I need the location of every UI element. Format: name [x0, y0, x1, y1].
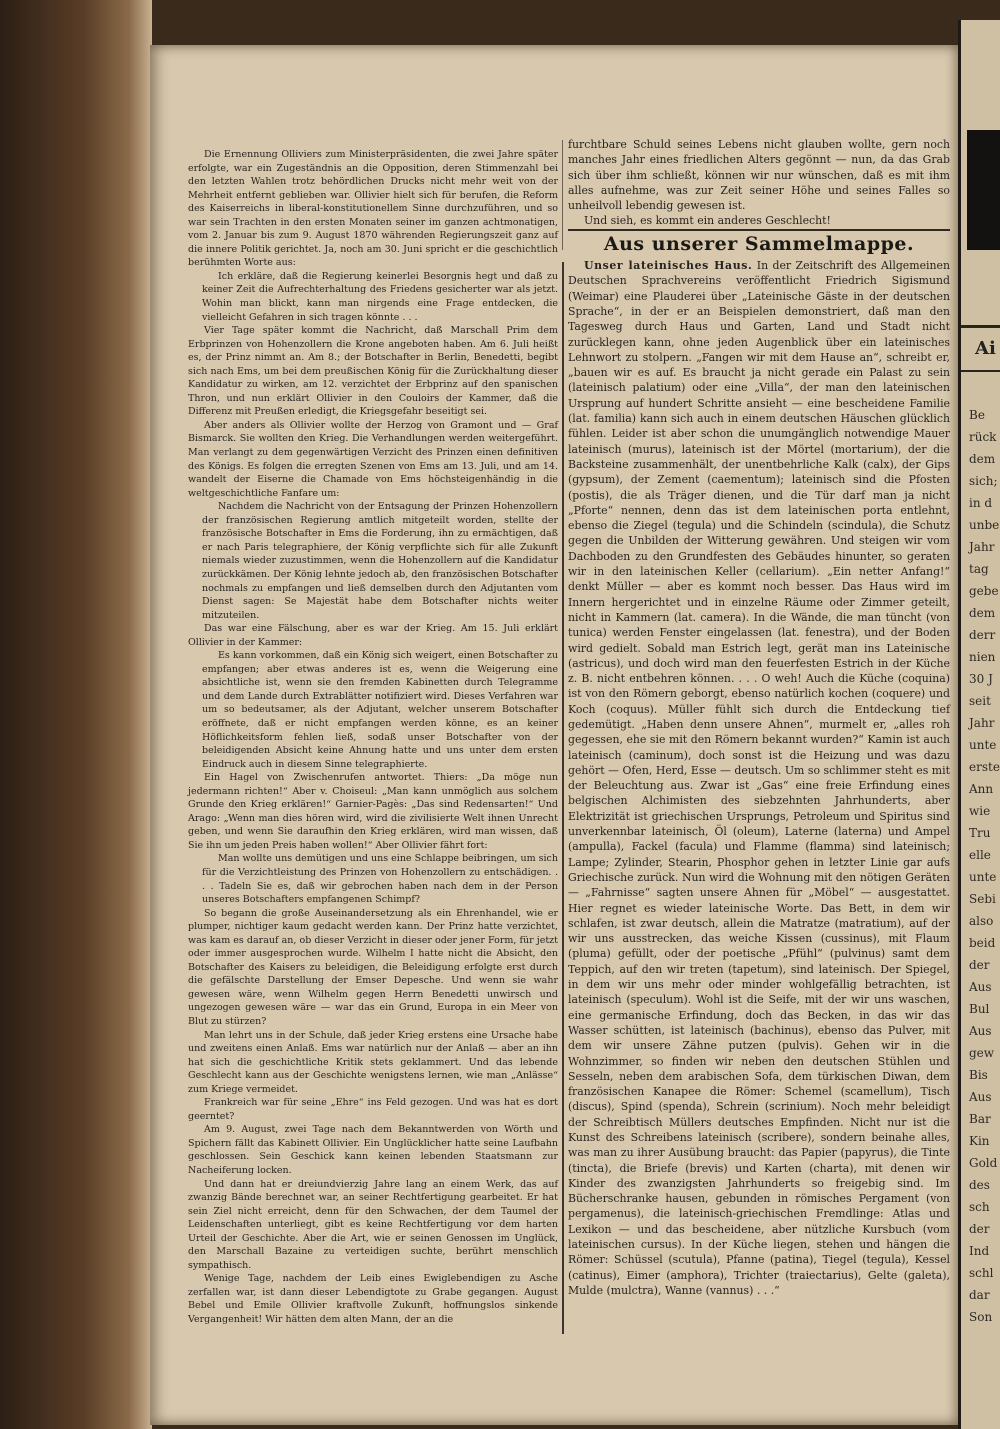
paragraph: Die Ernennung Olliviers zum Ministerpräsidenten, die zwei Jahre später erfolgte, war ein Zugeständnis an die Opposition, deren Stimmenzahl bei den letzten Wahlen trotz behördlichen Drucks nicht mehr weit von der Mehrheit entfernt geblieben war. Ollivier hielt sich für berufen, die Reform des Kaiserreichs in liberal-konstitutionellem Sinne durchzuführen, und so war sein Trachten in den ersten Monaten seiner im ganzen achtmonatigen, vom 2. Januar bis zum 9. August 1870 währenden Regierungszeit ganz auf die innere Politik gerichtet. Ja, noch am 30. Juni spricht er die geschichtlich berühmten Worte aus: — [188, 149, 558, 269]
large-letter-fragment — [967, 130, 1000, 250]
paragraph: So begann die große Auseinandersetzung als ein Ehrenhandel, wie er plumper, nichtiger kaum gedacht werden kann. Der Prinz hatte verzichtet, was kam es darauf an, ob dieser Verzicht in dieser oder jener Form, für jetzt oder immer ausgesprochen wurde. Wilhelm I hatte nicht die Absicht, den Botschafter des Kaisers zu beleidigen, die Beleidigung erfolgte erst durch die gefälschte Darstellung der Emser Depesche. Und wenn sie wahr gewesen wäre, wenn Wilhelm gegen Herrn Benedetti unwirsch und ungezogen gewesen wäre — war das ein Grund, Europa in ein Meer von Blut zu stürzen? — [188, 907, 558, 1027]
article-text: In der Zeitschrift des Allgemeinen Deutschen Sprachvereins veröffentlicht Friedrich Sigismund (Weimar) eine Plauderei über „Lateinische Gäste in der deutschen Sprache“, in der er an Beispielen demonstriert, daß man den Tagesweg durch Haus und Garten, Land und Stadt nicht zurücklegen kann, ohne jeden Augenblick über ein lateinisches Lehnwort zu stolpern. „Fangen wir mit dem Hause an“, schreibt er, „bauen wir es auf. Es braucht ja nicht gerade ein Palast zu sein (lateinisch palatium) oder eine „Villa“, der man den lateinischen Ursprung auf hundert Schritte ansieht — eine bescheidene Familie (lat. familia) kann sich auch in einem deutschen Häuschen glücklich fühlen. Leider ist aber schon die unumgänglich notwendige Mauer lateinisch (murus), lateinisch ist der Mörtel (mortarium), der die Backsteine zusammenhält, der unentbehrliche Kalk (calx), der Gips (gypsum), der Zement (caementum); lateinisch sind die Pfosten (postis), die als Träger dienen, und die Tür darf man ja nicht „Pforte“ nennen, denn das ist dem lateinischen porta entlehnt, ebenso die Ziegel (tegula) und die Schindeln (scindula), die Schutz gegen die Unbilden der Witterung gewähren. Und steigen wir vom Dachboden zu den Grundfesten des Gebäudes hinunter, so geraten wir in den lateinischen Keller (cellarium). „Ein netter Anfang!“ denkt Müller — aber es kommt noch besser. Das Haus wird im Innern hergerichtet und in einzelne Räume oder Zimmer geteilt, nicht in Kammern (lat. camera). In die Wände, die man tüncht (von tunica) werden Fenster eingelassen (lat. fenestra), und der Boden wird gedielt. Sobald man Estrich legt, gerät man ins Lateinische (astricus), und doch wird man den feuerfesten Estrich in der Küche z. B. nicht entbehren können. . . . O weh! Auch die Küche (coquina) ist von den Römern geborgt, ebenso natürlich kochen (coquere) und Koch (coquus). Müller fühlt sich durch die Entdeckung tief gedemütigt. „Haben denn unsere Ahnen“, murmelt er, „alles roh gegessen, ehe sie mit den Römern bekannt wurden?“ Kamin ist auch lateinisch (caminum), doch sonst ist die Heizung und was dazu gehört — Ofen, Herd, Esse — deutsch. Um so schlimmer steht es mit der Beleuchtung aus. Zwar ist „Gas“ eine freie Erfindung eines belgischen Alchimisten des siebzehnten Jahrhunderts, aber Elektrizität ist griechischen Ursprungs, Petroleum und Spiritus sind unverkennbar lateinisch, Öl (oleum), Laterne (laterna) und Ampel (ampulla), Fackel (facula) und Flamme (flamma) sind lateinisch; Lampe; Zylinder, Stearin, Phosphor gehen in letzter Linie gar aufs Griechische zurück. Nun wird die Wohnung mit den nötigen Geräten — „Fahrnisse“ sagten unsere Ahnen für „Möbel“ — ausgestattet. Hier regnet es wieder lateinische Worte. Das Bett, in dem wir schlafen, ist zwar deutsch, allein die Matratze (matratium), auf der wir uns ausstrecken, das weiche Kissen (cussinus), mit Flaum (pluma) gefüllt, oder der poetische „Pfühl“ (pulvinus) samt dem Teppich, auf den wir treten (tapetum), sind lateinisch. Der Spiegel, in dem wir uns mehr oder minder wohlgefällig betrachten, ist lateinisch (speculum). Wohl ist die Seife, mit der wir uns waschen, eine germanische Erfindung, doch das Becken, in das wir das Wasser schütten, ist lateinisch (bachinus), ebenso das Pulver, mit dem wir unsere Zähne putzen (pulvis). Gehen wir in die Wohnzimmer, so finden wir neben den deutschen Stühlen und Sesseln, neben dem arabischen Sofa, dem türkischen Diwan, dem französischen Kanapee die Römer: Schemel (scamellum), Tisch (discus), Spind (spenda), Schrein (scrinium). Noch mehr beleidigt der Schreibtisch Müllers deutsches Empfinden. Nicht nur ist die Kunst des Schreibens lateinisch (scribere), sondern beinahe alles, was man zu ihrer Ausübung braucht: das Papier (papyrus), die Tinte (tincta), die Briefe (brevis) und Karten (charta), mit denen wir Kinder des zwanzigsten Jahrhunderts so freigebig sind. Im Bücherschranke hausen, gebunden in römisches Pergament (von pergamenus), die lateinisch-griechischen Fremdlinge: Atlas und Lexikon — und das bescheidene, aber nützliche Kursbuch (vom lateinischen cursus). In der Küche liegen, stehen und hängen die Römer: Schüssel (scutula), Pfanne (patina), Tiegel (tegula), Kessel (catinus), Eimer (amphora), Trichter (traiectarius), Gelte (galeta), Mulde (mulctra), Wanne (vannus) . . .“ — [568, 259, 950, 1297]
edge-fragment: Kin — [969, 1134, 990, 1148]
paragraph: Am 9. August, zwei Tage nach dem Bekanntwerden von Wörth und Spichern fällt das Kabinett Ollivier. Ein Unglücklicher hatte seine Laufbahn geschlossen. Sein Geschick kann keinen lebenden Staatsmann zur Nacheiferung locken. — [188, 1124, 558, 1177]
edge-fragment: Bar — [969, 1112, 991, 1126]
edge-fragment: erste — [969, 760, 1000, 774]
edge-fragment: Aus — [969, 1024, 992, 1038]
edge-fragment: Bis — [969, 1068, 988, 1082]
edge-fragment: Sebi — [969, 892, 996, 906]
edge-fragment: Aus — [969, 1090, 992, 1104]
quote: Man wollte uns demütigen und uns eine Schlappe beibringen, um sich für die Verzichtleistung des Prinzen von Hohenzollern zu entschädigen. . . . Tadeln Sie es, daß wir gebrochen haben nach dem in der Person unseres Botschafters empfangenen Schimpf? — [202, 853, 558, 906]
quote: Es kann vorkommen, daß ein König sich weigert, einen Botschafter zu empfangen; aber etwas anderes ist es, wenn die Weigerung eine absichtliche ist, wenn sie den fremden Kabinetten durch Telegramme und dem Lande durch Extrablätter notifiziert wird. Dieses Verfahren war um so bedeutsamer, als der Adjutant, welcher unserem Botschafter eröffnete, daß er nicht empfangen werden könne, es an keiner Höflichkeitsform fehlen ließ, sodaß unser Botschafter von der beleidigenden Absicht keine Ahnung hatte und uns unter dem ersten Eindruck auch in diesem Sinne telegraphierte. — [202, 650, 558, 770]
edge-fragment: wie — [969, 804, 991, 818]
edge-fragment: nien — [969, 650, 996, 664]
edge-fragment: also — [969, 914, 994, 928]
edge-fragment: dem — [969, 606, 996, 620]
divider-rule — [961, 370, 1000, 372]
article-lead: Unser lateinisches Haus. — [584, 259, 753, 273]
heading-fragment: Ai — [975, 338, 996, 359]
paragraph: Vier Tage später kommt die Nachricht, daß Marschall Prim dem Erbprinzen von Hohenzollern die Krone angeboten haben. Am 6. Juli heißt es, der Prinz nimmt an. Am 8.; der Botschafter in Berlin, Benedetti, begibt sich nach Ems, um bei dem preußischen König für die Zurückhaltung dieser Kandidatur zu wirken, am 12. verzichtet der Erbprinz auf den spanischen Thron, und nun erklärt Ollivier in den Couloirs der Kammer, daß die Differenz mit Preußen erledigt, die Kriegsgefahr beseitigt sei. — [188, 325, 558, 418]
column-divider — [562, 262, 564, 1334]
continuation-paragraph: furchtbare Schuld seines Lebens nicht glauben wollte, gern noch manches Jahr eines friedlichen Alters gegönnt — nun, da das Grab sich über ihm schließt, können wir nur wünschen, daß es mit ihm alles aufnehme, was zur Zeit seiner Höhe und seines Falles so unheilvoll lebendig gewesen ist. — [568, 138, 950, 213]
quote: Ich erkläre, daß die Regierung keinerlei Besorgnis hegt und daß zu keiner Zeit die Aufrechterhaltung des Friedens gesicherter war als jetzt. Wohin man blickt, kann man nirgends eine Frage entdecken, die vielleicht Gefahren in sich tragen könnte . . . — [202, 270, 558, 323]
paragraph: Und dann hat er dreiundvierzig Jahre lang an einem Werk, das auf zwanzig Bände berechnet war, an seiner Rechtfertigung gearbeitet. Er hat sein Ziel nicht erreicht, denn für den Schwachen, der dem Taumel der Leidenschaften unterliegt, gibt es keine Rechtfertigung vor dem harten Urteil der Geschichte. Aber die Art, wie er seinen Genossen im Unglück, den Marschall Bazaine zu verteidigen suchte, berührt menschlich sympathisch. — [188, 1178, 558, 1271]
edge-fragment: Be — [969, 408, 985, 422]
edge-fragment: seit — [969, 694, 991, 708]
edge-fragment: Aus — [969, 980, 992, 994]
edge-fragment: unte — [969, 870, 997, 884]
edge-fragment: rück — [969, 430, 997, 444]
edge-fragment: Bul — [969, 1002, 990, 1016]
paragraph: Frankreich war für seine „Ehre“ ins Feld gezogen. Und was hat es dort geerntet? — [188, 1097, 558, 1122]
edge-fragment: unbe — [969, 518, 1000, 532]
paragraph: Aber anders als Ollivier wollte der Herzog von Gramont und — Graf Bismarck. Sie wollten den Krieg. Die Verhandlungen werden weitergeführt. Man verlangt zu dem gegenwärtigen Verzicht des Prinzen einen definitiven des Königs. Es folgen die erregten Szenen von Ems am 13. Juli, und am 14. wandelt der Eiserne die Chamade von Ems höchsteigenhändig in die weltgeschichtliche Fanfare um: — [188, 419, 558, 499]
edge-fragment: sch — [969, 1200, 990, 1214]
edge-fragment: dem — [969, 452, 996, 466]
right-column — [568, 137, 950, 1298]
edge-fragment: tag — [969, 562, 989, 576]
edge-fragment: schl — [969, 1266, 994, 1280]
paragraph: Das war eine Fälschung, aber es war der Krieg. Am 15. Juli erklärt Ollivier in der Kammer: — [188, 623, 558, 648]
edge-fragment: unte — [969, 738, 997, 752]
paragraph: Man lehrt uns in der Schule, daß jeder Krieg erstens eine Ursache habe und zweitens einen Anlaß. Ems war natürlich nur der Anlaß — aber an ihn hat sich die geschichtliche Kritik stets geklammert. Und das lebende Geschlecht kann aus der Geschichte wenigstens lernen, wie man „Anlässe“ zum Kriege vermeidet. — [188, 1029, 558, 1095]
edge-fragment: gew — [969, 1046, 995, 1060]
edge-fragment: sich; — [969, 474, 998, 488]
edge-fragment: Ind — [969, 1244, 990, 1258]
quote: Nachdem die Nachricht von der Entsagung der Prinzen Hohenzollern der französischen Regierung amtlich mitgeteilt worden, stellte der französische Botschafter in Ems die Forderung, ihn zu ermächtigen, daß er nach Paris telegraphiere, der König verpflichte sich für alle Zukunft niemals wieder zuzustimmen, wenn die Hohenzollern auf die Kandidatur zurückkämen. Der König lehnte jedoch ab, den französischen Botschafter nochmals zu empfangen und ließ demselben durch den Adjutanten vom Dienst sagen: Se Majestät habe dem Botschafter nichts weiter mitzuteilen. — [202, 501, 558, 621]
book-spine — [0, 0, 152, 1429]
paragraph: Wenige Tage, nachdem der Leib eines Ewiglebendigen zu Asche zerfallen war, ist dann dieser Lebendigtote zu Grabe gegangen. August Bebel und Emile Ollivier kraftvolle Zukunft, hoffnungslos sinkende Vergangenheit! Wir hätten dem alten Mann, der an die — [188, 1273, 558, 1326]
edge-fragment: Tru — [969, 826, 991, 840]
edge-fragment: gebe — [969, 584, 999, 598]
left-column — [188, 148, 558, 1327]
edge-fragment: der — [969, 1222, 990, 1236]
edge-fragment: Gold — [969, 1156, 998, 1170]
edge-fragment: elle — [969, 848, 991, 862]
edge-fragment: Son — [969, 1310, 993, 1324]
closing-line: Und sieh, es kommt ein anderes Geschlecht! — [584, 214, 831, 228]
edge-fragment: in d — [969, 496, 993, 510]
edge-fragment: dar — [969, 1288, 990, 1302]
divider-rule — [961, 325, 1000, 328]
edge-fragment: derr — [969, 628, 996, 642]
section-title: Aus unserer Sammelmappe. — [603, 232, 915, 255]
next-page-edge — [958, 20, 1000, 1429]
edge-fragment: des — [969, 1178, 990, 1192]
title-rule — [568, 229, 950, 231]
edge-fragment: der — [969, 958, 990, 972]
edge-fragment: Ann — [969, 782, 994, 796]
edge-fragment: Jahr — [969, 716, 995, 730]
column-divider — [562, 140, 563, 250]
edge-fragment: Jahr — [969, 540, 995, 554]
edge-fragment: 30 J — [969, 672, 993, 686]
edge-fragment: beid — [969, 936, 996, 950]
paragraph: Ein Hagel von Zwischenrufen antwortet. Thiers: „Da möge nun jedermann richten!“ Aber v. Choiseul: „Man kann unmöglich aus solchem Grunde den Krieg erklären!“ Garnier-Pagès: „Das sind Redensarten!“ Und Arago: „Wenn man dies hören wird, wird die zivilisierte Welt ihnen Unrecht geben, und wenn Sie daraufhin den Krieg erklären, wird man wissen, daß Sie ihn um jeden Preis haben wollen!“ Aber Ollivier fährt fort: — [188, 772, 558, 851]
